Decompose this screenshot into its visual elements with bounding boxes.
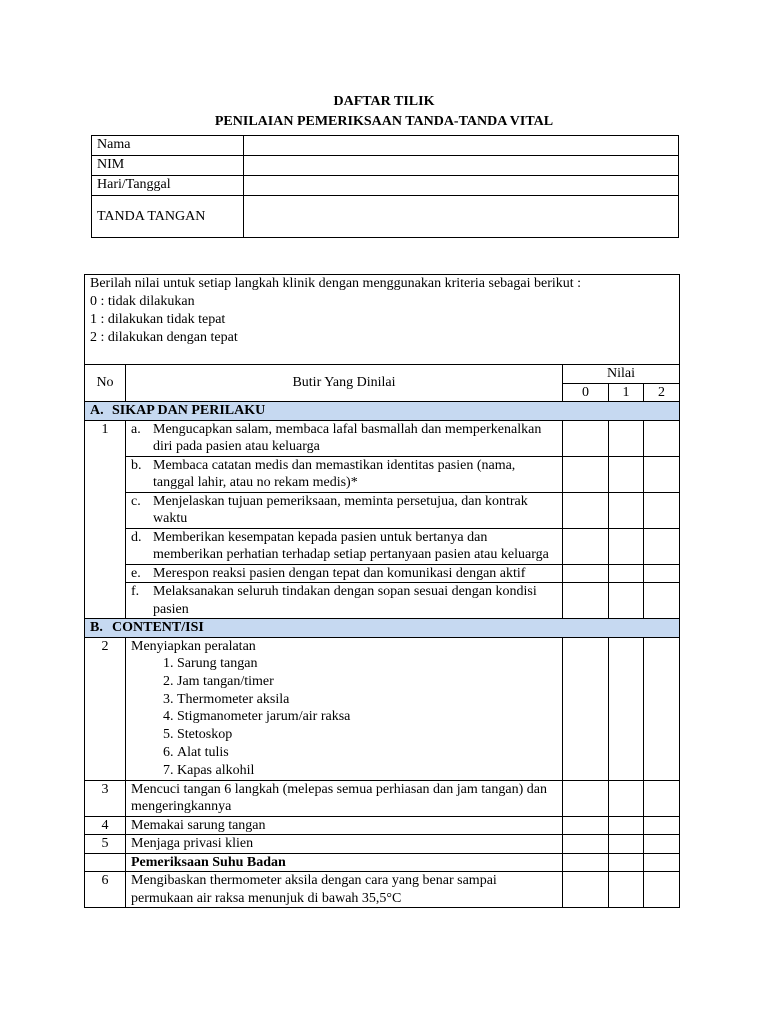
item-letter: e. (131, 565, 141, 581)
item-cell (126, 637, 563, 780)
item-text: Melaksanakan seluruh tindakan dengan sopan sesuai dengan kondisi pasien (153, 584, 537, 617)
score-1-cell[interactable] (609, 816, 644, 835)
row-number-4: 4 (85, 816, 126, 835)
score-0-cell[interactable] (563, 835, 609, 854)
score-1-cell[interactable] (609, 583, 644, 619)
item-cell (126, 492, 563, 528)
row-1c (85, 492, 680, 528)
item-cell (126, 420, 563, 456)
header-score-2: 2 (644, 383, 680, 402)
item-cell (126, 528, 563, 564)
field-nama[interactable] (244, 136, 679, 156)
label-nama: Nama (92, 136, 244, 156)
row-number-1: 1 (85, 420, 126, 619)
identity-row-nim (92, 156, 679, 176)
item-cell (126, 456, 563, 492)
criteria-2: 2 : dilakukan dengan tepat (90, 330, 238, 345)
row-1e (85, 564, 680, 583)
item-text: Memakai sarung tangan (126, 816, 563, 835)
criteria-0: 0 : tidak dilakukan (90, 294, 195, 309)
row-1b (85, 456, 680, 492)
item-letter: f. (131, 584, 140, 599)
score-1-cell[interactable] (609, 492, 644, 528)
item-letter: b. (131, 457, 142, 473)
item-cell (126, 583, 563, 619)
header-item: Butir Yang Dinilai (126, 365, 563, 402)
score-2-cell[interactable] (644, 492, 680, 528)
item-text: Menjelaskan tujuan pemeriksaan, meminta persetujua, dan kontrak waktu (153, 493, 528, 526)
equipment-item: 2. Jam tangan/timer (177, 673, 557, 691)
score-2-cell[interactable] (644, 816, 680, 835)
item-text: Membaca catatan medis dan memastikan identitas pasien (nama, tanggal lahir, atau no rekam medis)* (153, 457, 516, 490)
equipment-item: 3. Thermometer aksila (177, 691, 557, 709)
score-2-cell[interactable] (644, 835, 680, 854)
score-0-cell[interactable] (563, 637, 609, 780)
empty-cell (563, 853, 609, 872)
item-text: Mengibaskan thermometer aksila dengan cara yang benar sampai permukaan air raksa menunjuk di bawah 35,5°C (126, 872, 563, 908)
score-0-cell[interactable] (563, 564, 609, 583)
score-1-cell[interactable] (609, 420, 644, 456)
section-b-title: CONTENT/ISI (112, 620, 204, 635)
row-subheading (85, 853, 680, 872)
score-2-cell[interactable] (644, 420, 680, 456)
equipment-item: 4. Stigmanometer jarum/air raksa (177, 708, 557, 726)
header-score-0: 0 (563, 383, 609, 402)
section-a-heading (85, 402, 680, 421)
item-letter: d. (131, 529, 142, 545)
header-score-1: 1 (609, 383, 644, 402)
score-2-cell[interactable] (644, 872, 680, 908)
header-nilai: Nilai (563, 365, 680, 384)
item-cell (126, 564, 563, 583)
row-number-5: 5 (85, 835, 126, 854)
section-a-letter: A. (90, 403, 104, 418)
score-1-cell[interactable] (609, 780, 644, 816)
equipment-item: 6. Alat tulis (177, 744, 557, 762)
score-2-cell[interactable] (644, 564, 680, 583)
document-subtitle: PENILAIAN PEMERIKSAAN TANDA-TANDA VITAL (214, 114, 554, 129)
row-number-2: 2 (85, 637, 126, 780)
score-0-cell[interactable] (563, 492, 609, 528)
score-0-cell[interactable] (563, 420, 609, 456)
score-0-cell[interactable] (563, 816, 609, 835)
section-b-letter: B. (90, 620, 103, 635)
item-text: Merespon reaksi pasien dengan tepat dan komunikasi dengan aktif (153, 565, 526, 581)
score-2-cell[interactable] (644, 456, 680, 492)
identity-row-ttd (92, 196, 679, 238)
equipment-item: 5. Stetoskop (177, 726, 557, 744)
section-b-heading (85, 619, 680, 638)
score-0-cell[interactable] (563, 583, 609, 619)
score-0-cell[interactable] (563, 780, 609, 816)
section-a-title: SIKAP DAN PERILAKU (112, 403, 266, 418)
identity-row-nama (92, 136, 679, 156)
field-nim[interactable] (244, 156, 679, 176)
document-title: DAFTAR TILIK (333, 94, 435, 109)
score-2-cell[interactable] (644, 583, 680, 619)
item-text: Mengucapkan salam, membaca lafal basmallah dan memperkenalkan diri pada pasien atau keluarga (153, 421, 542, 454)
identity-table (91, 135, 679, 238)
header-no: No (85, 365, 126, 402)
field-hari-tanggal[interactable] (244, 176, 679, 196)
empty-cell (644, 853, 680, 872)
item-text: Menjaga privasi klien (126, 835, 563, 854)
empty-cell (609, 853, 644, 872)
row-6 (85, 872, 680, 908)
item-letter: a. (131, 421, 141, 437)
criteria-box (85, 275, 680, 365)
score-1-cell[interactable] (609, 637, 644, 780)
checklist-table (84, 274, 680, 908)
criteria-1: 1 : dilakukan tidak tepat (90, 312, 226, 327)
row-1a (85, 420, 680, 456)
identity-row-hari (92, 176, 679, 196)
field-tanda-tangan[interactable] (244, 196, 679, 238)
equipment-list (131, 655, 557, 780)
label-tanda-tangan: TANDA TANGAN (92, 196, 244, 238)
score-1-cell[interactable] (609, 528, 644, 564)
score-1-cell[interactable] (609, 872, 644, 908)
row-1f (85, 583, 680, 619)
subheading-suhu-badan: Pemeriksaan Suhu Badan (126, 853, 563, 872)
label-nim: NIM (92, 156, 244, 176)
row-number-6: 6 (85, 872, 126, 908)
score-0-cell[interactable] (563, 528, 609, 564)
section-b-row (85, 619, 680, 638)
row-number-3: 3 (85, 780, 126, 816)
row-1d (85, 528, 680, 564)
score-0-cell[interactable] (563, 456, 609, 492)
score-1-cell[interactable] (609, 835, 644, 854)
equipment-item: 1. Sarung tangan (177, 655, 557, 673)
item-text: Memberikan kesempatan kepada pasien untuk bertanya dan memberikan perhatian terhadap setiap pertanyaan pasien atau keluarga (153, 529, 549, 562)
criteria-intro: Berilah nilai untuk setiap langkah klinik dengan menggunakan kriteria sebagai berikut : (90, 276, 582, 291)
row-2 (85, 637, 680, 780)
score-2-cell[interactable] (644, 637, 680, 780)
item-text: Mencuci tangan 6 langkah (melepas semua perhiasan dan jam tangan) dan mengeringkannya (126, 780, 563, 816)
label-hari-tanggal: Hari/Tanggal (92, 176, 244, 196)
header-row (85, 365, 680, 384)
score-1-cell[interactable] (609, 564, 644, 583)
score-1-cell[interactable] (609, 456, 644, 492)
score-0-cell[interactable] (563, 872, 609, 908)
section-a-row (85, 402, 680, 421)
score-2-cell[interactable] (644, 528, 680, 564)
empty-number-cell (85, 853, 126, 872)
equipment-item: 7. Kapas alkohil (177, 762, 557, 780)
row-3 (85, 780, 680, 816)
item-letter: c. (131, 493, 141, 509)
score-2-cell[interactable] (644, 780, 680, 816)
row-5 (85, 835, 680, 854)
criteria-row (85, 275, 680, 365)
item-text: Menyiapkan peralatan (131, 638, 256, 654)
row-4 (85, 816, 680, 835)
